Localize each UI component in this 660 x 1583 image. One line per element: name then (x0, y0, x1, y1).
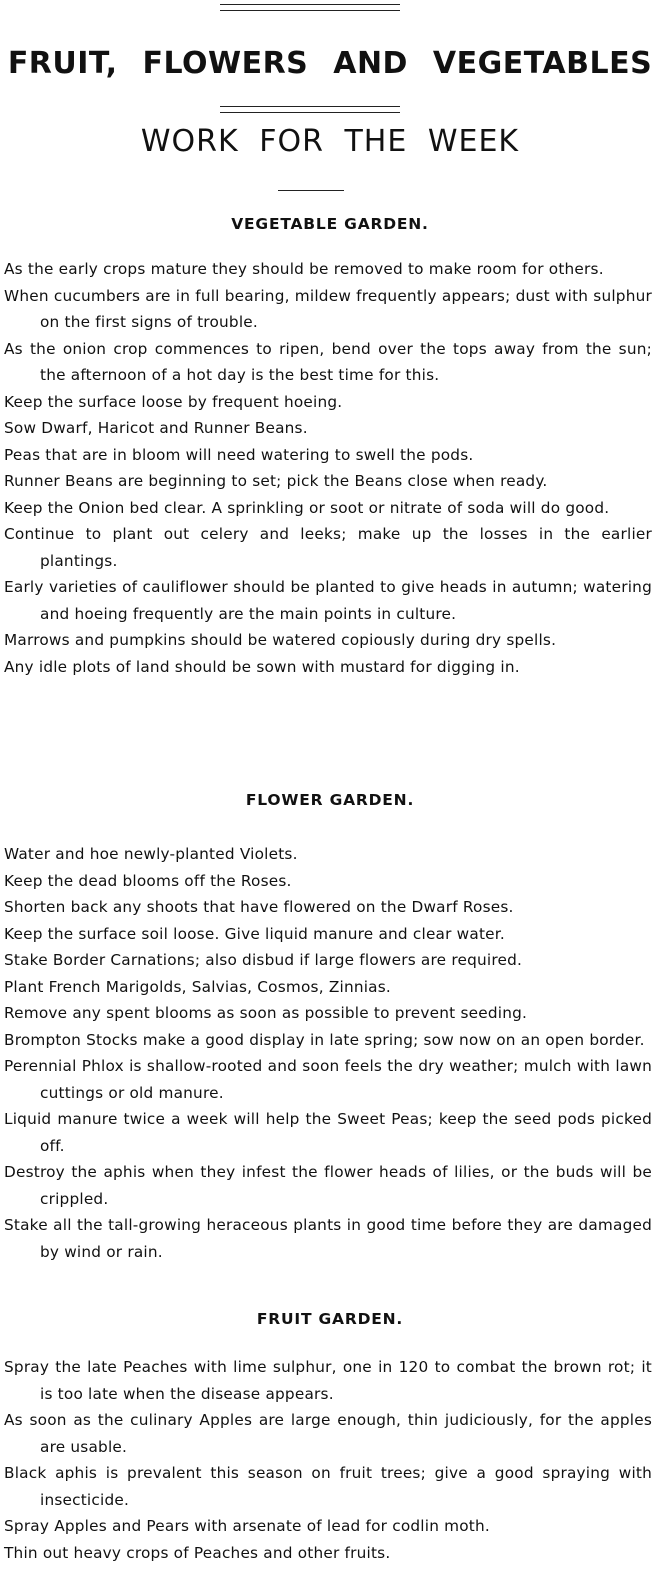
garden-note: Thin out heavy crops of Peaches and other fruits. (4, 1543, 391, 1562)
section-body-vegetable (4, 256, 652, 680)
garden-note: Stake Border Carnations; also disbud if large flowers are required. (4, 951, 523, 969)
garden-note: Water and hoe newly-planted Violets. (4, 845, 298, 863)
section-body-fruit (4, 1354, 652, 1566)
title-double-rule (220, 106, 400, 113)
garden-note: Brompton Stocks make a good display in late spring; sow now on an open border. (4, 1030, 645, 1049)
section-heading-flower: FLOWER GARDEN. (245, 791, 415, 809)
garden-note: When cucumbers are in full bearing, mildew frequently appears; dust with sulphur on the first signs of trouble. (4, 286, 652, 331)
section-heading-fruit: FRUIT GARDEN. (256, 1310, 404, 1328)
garden-note: Remove any spent blooms as soon as possible to prevent seeding. (4, 1004, 528, 1022)
garden-note: Destroy the aphis when they infest the flower heads of lilies, or the buds will be crippled. (4, 1163, 652, 1208)
garden-note: Stake all the tall-growing heraceous plants in good time before they are damaged by wind or rain. (4, 1216, 652, 1261)
garden-note: As the early crops mature they should be removed to make room for others. (4, 260, 604, 278)
garden-note: Plant French Marigolds, Salvias, Cosmos, Zinnias. (4, 977, 391, 996)
garden-note: Any idle plots of land should be sown with mustard for digging in. (4, 657, 520, 676)
garden-note: As the onion crop commences to ripen, bend over the tops away from the sun; the afternoon of a hot day is the best time for this. (4, 339, 652, 384)
garden-note: As soon as the culinary Apples are large enough, thin judiciously, for the apples are usable. (4, 1411, 652, 1456)
garden-note: Keep the surface soil loose. Give liquid manure and clear water. (4, 924, 505, 943)
garden-note: Marrows and pumpkins should be watered copiously during dry spells. (4, 631, 557, 649)
section-body-flower (4, 841, 652, 1265)
garden-note: Spray Apples and Pears with arsenate of lead for codlin moth. (4, 1517, 490, 1535)
garden-note: Perennial Phlox is shallow-rooted and soon feels the dry weather; mulch with lawn cuttings or old manure. (4, 1057, 652, 1102)
garden-note: Black aphis is prevalent this season on fruit trees; give a good spraying with insecticide. (4, 1464, 652, 1509)
top-double-rule (220, 4, 400, 11)
garden-note: Keep the dead blooms off the Roses. (4, 871, 292, 890)
garden-note: Continue to plant out celery and leeks; make up the losses in the earlier plantings. (4, 525, 652, 570)
garden-note: Shorten back any shoots that have flowered on the Dwarf Roses. (4, 898, 514, 916)
section-heading-vegetable: VEGETABLE GARDEN. (231, 215, 429, 233)
garden-note: Sow Dwarf, Haricot and Runner Beans. (4, 419, 308, 437)
garden-note: Keep the surface loose by frequent hoeing. (4, 392, 343, 411)
garden-note: Keep the Onion bed clear. A sprinkling or soot or nitrate of soda will do good. (4, 498, 610, 517)
page-subtitle: WORK FOR THE WEEK (140, 124, 520, 159)
garden-note: Spray the late Peaches with lime sulphur, one in 120 to combat the brown rot; it is too late when the disease appears. (4, 1358, 652, 1403)
subtitle-rule (278, 190, 344, 191)
garden-note: Runner Beans are beginning to set; pick the Beans close when ready. (4, 472, 548, 490)
page-title: FRUIT, FLOWERS AND VEGETABLES (7, 46, 653, 81)
garden-note: Early varieties of cauliflower should be planted to give heads in autumn; watering and hoeing frequently are the main points in culture. (4, 578, 652, 623)
garden-note: Peas that are in bloom will need watering to swell the pods. (4, 445, 474, 464)
garden-note: Liquid manure twice a week will help the Sweet Peas; keep the seed pods picked off. (4, 1110, 652, 1155)
